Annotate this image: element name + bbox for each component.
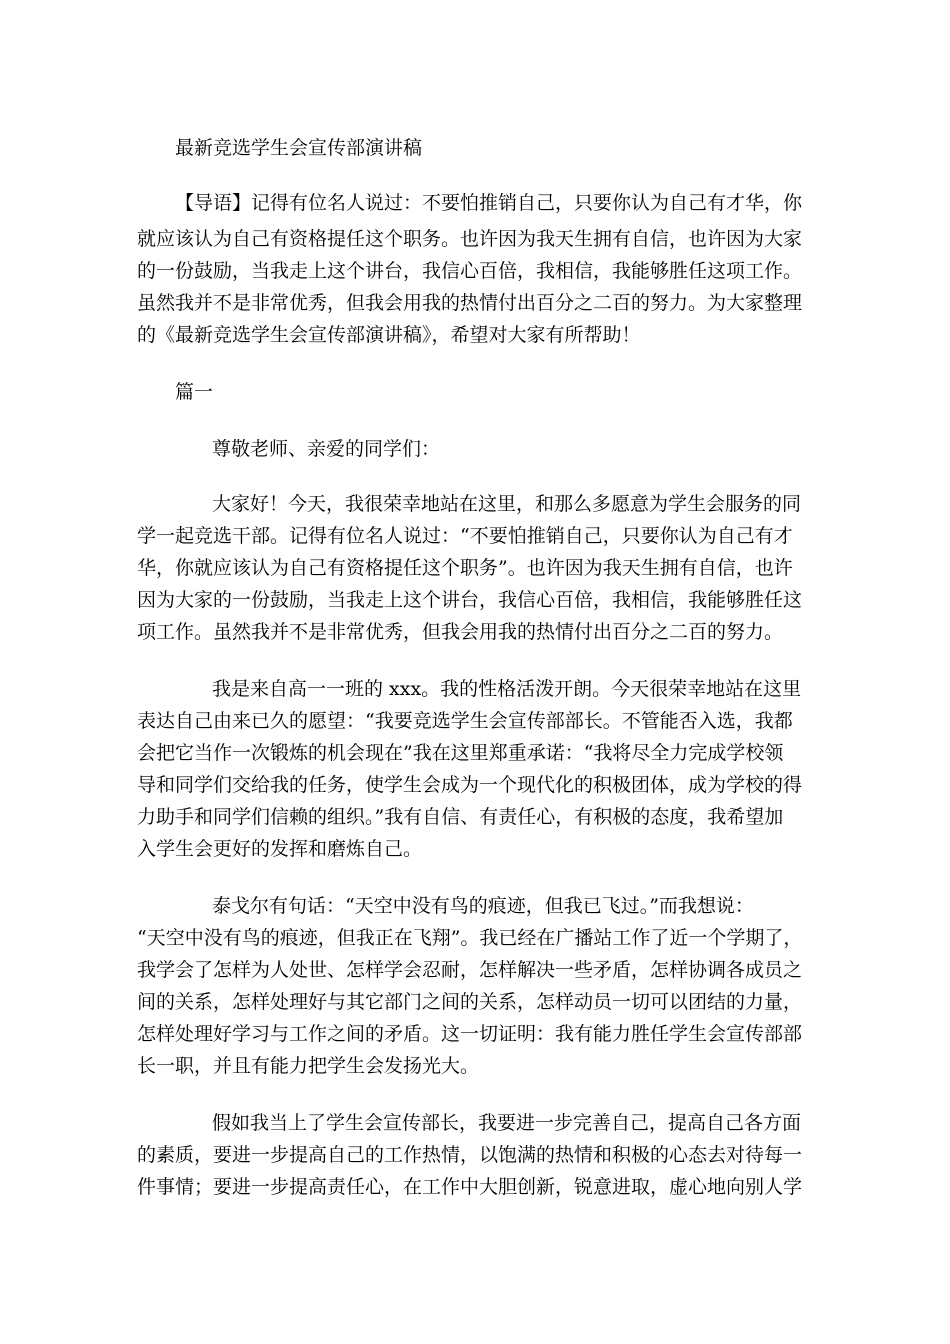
intro-line: 的《最新竞选学生会宣传部演讲稿》，希望对大家有所帮助！ xyxy=(137,324,641,346)
paragraph-line: 泰戈尔有句话：“天空中没有鸟的痕迹，但我已飞过。”而我想说： xyxy=(212,895,754,917)
intro-line: 就应该认为自己有资格提任这个职务。也许因为我天生拥有自信，也许因为大家 xyxy=(137,228,803,250)
paragraph-line: 入学生会更好的发挥和磨炼自己。 xyxy=(137,838,423,860)
paragraph-line: 长一职，并且有能力把学生会发扬光大。 xyxy=(137,1055,480,1077)
document-title: 最新竞选学生会宣传部演讲稿 xyxy=(175,137,423,159)
paragraph-line: “天空中没有鸟的痕迹，但我正在飞翔”。我已经在广播站工作了近一个学期了， xyxy=(137,927,803,949)
paragraph-line: 我学会了怎样为人处世、怎样学会忍耐，怎样解决一些矛盾，怎样协调各成员之 xyxy=(137,959,803,981)
paragraph-line: 件事情；要进一步提高责任心，在工作中大胆创新，锐意进取，虚心地向别人学 xyxy=(137,1176,803,1198)
paragraph-line: 力助手和同学们信赖的组织。”我有自信、有责任心，有积极的态度，我希望加 xyxy=(137,806,784,828)
section-heading: 篇一 xyxy=(175,381,214,403)
paragraph-line: 假如我当上了学生会宣传部长，我要进一步完善自己，提高自己各方面 xyxy=(212,1112,802,1134)
intro-line: 的一份鼓励，当我走上这个讲台，我信心百倍，我相信，我能够胜任这项工作。 xyxy=(137,260,803,282)
paragraph-line: 怎样处理好学习与工作之间的矛盾。这一切证明：我有能力胜任学生会宣传部部 xyxy=(137,1023,803,1045)
intro-line: 【导语】记得有位名人说过：不要怕推销自己，只要你认为自己有才华，你 xyxy=(175,192,803,214)
paragraph-line: 大家好！今天，我很荣幸地站在这里，和那么多愿意为学生会服务的同 xyxy=(212,493,802,515)
paragraph-line: 项工作。虽然我并不是非常优秀，但我会用我的热情付出百分之二百的努力。 xyxy=(137,621,784,643)
intro-line: 虽然我并不是非常优秀，但我会用我的热情付出百分之二百的努力。为大家整理 xyxy=(137,292,803,314)
paragraph-line: 表达自己由来已久的愿望：“我要竞选学生会宣传部部长。不管能否入选，我都 xyxy=(137,710,793,732)
paragraph-line: 间的关系，怎样处理好与其它部门之间的关系，怎样动员一切可以团结的力量， xyxy=(137,991,803,1013)
paragraph-line: 会把它当作一次锻炼的机会现在”我在这里郑重承诺：“我将尽全力完成学校领 xyxy=(137,742,784,764)
paragraph-line: 学一起竞选干部。记得有位名人说过：“不要怕推销自己，只要你认为自己有才 xyxy=(137,525,793,547)
paragraph-line: 华，你就应该认为自己有资格提任这个职务”。也许因为我天生拥有自信，也许 xyxy=(137,557,793,579)
paragraph-line: 的素质，要进一步提高自己的工作热情，以饱满的热情和积极的心态去对待每一 xyxy=(137,1144,803,1166)
paragraph-line: 导和同学们交给我的任务，使学生会成为一个现代化的积极团体，成为学校的得 xyxy=(137,774,803,796)
paragraph-line: 我是来自高一一班的 xxx。我的性格活泼开朗。今天很荣幸地站在这里 xyxy=(212,678,802,700)
salutation: 尊敬老师、亲爱的同学们： xyxy=(212,438,441,460)
paragraph-line: 因为大家的一份鼓励，当我走上这个讲台，我信心百倍，我相信，我能够胜任这 xyxy=(137,589,803,611)
